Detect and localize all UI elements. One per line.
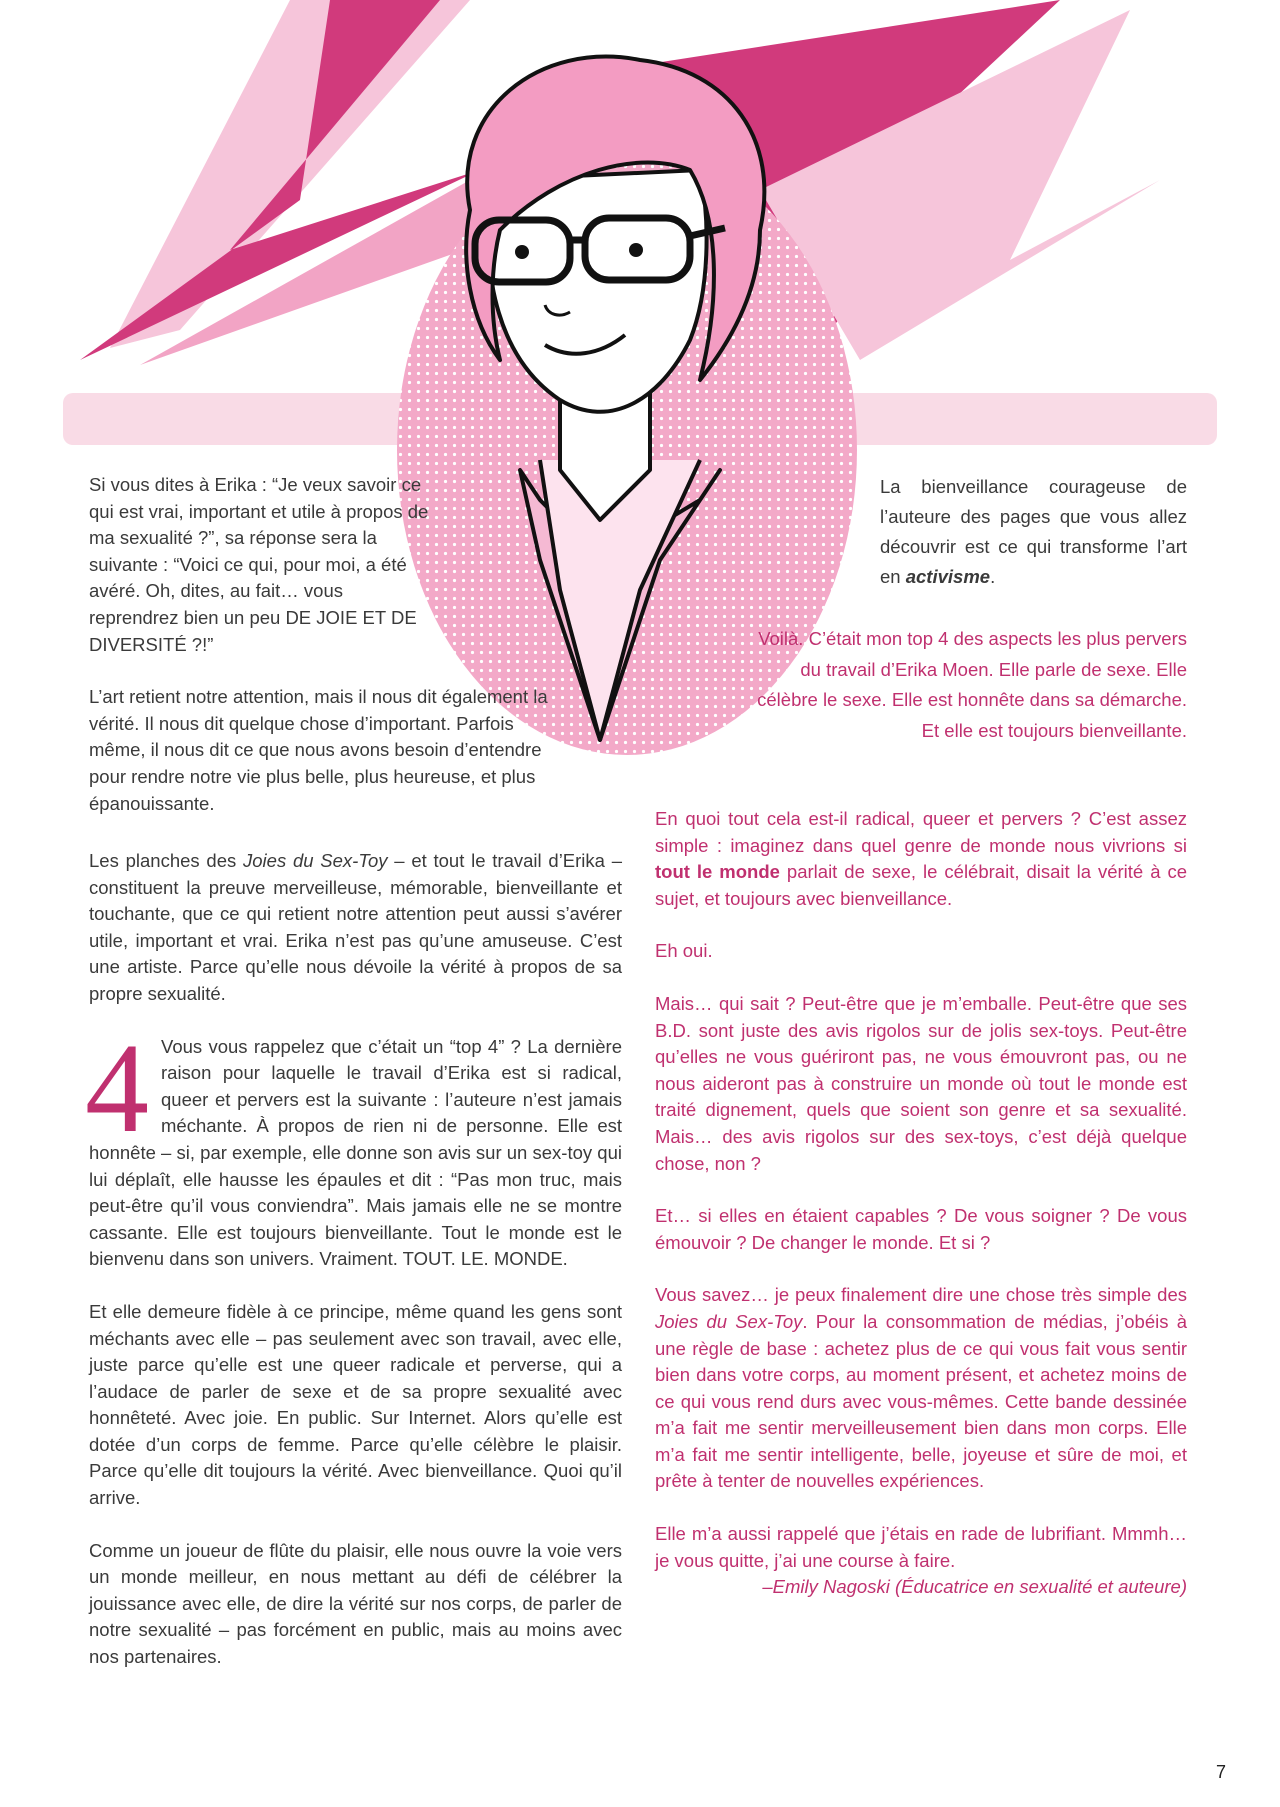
- left-column: [85, 848, 623, 1697]
- p3-b: – et tout le travail d’Erika – constituent la preuve merveilleuse, mémorable, bienveillante et touchante, que ce qui retient notre attention peut aussi s’avérer utile, important et vrai. Erika n’est pas qu’une amuseuse. C’est une artiste. Parce qu’elle nous dévoile la vérité à propos de sa propre sexualité.: [89, 850, 623, 1004]
- r1-b: parlait de sexe, le célébrait, disait la vérité à ce sujet, et toujours avec bienveillance.: [655, 861, 1187, 909]
- book-title: Joies du Sex-Toy: [243, 850, 388, 871]
- top-right-body: La bienveillance courageuse de l’auteure des pages que vous allez découvrir est ce qui transforme l’art en: [880, 476, 1187, 587]
- tout-le-monde: tout le monde: [655, 861, 780, 883]
- right-column: [655, 806, 1187, 1601]
- p3-a: Les planches des: [89, 850, 244, 871]
- r1-a: En quoi tout cela est-il radical, queer et pervers ? C’est assez simple : imaginez dans quel genre de monde nous vivrions si: [655, 808, 1187, 856]
- signature: –Emily Nagoski (Éducatrice en sexualité et auteure): [762, 1576, 1187, 1598]
- intro-text: [89, 472, 548, 817]
- paragraph-planches: [89, 848, 622, 1008]
- paragraph-top4: [85, 1016, 622, 1273]
- page-number: 7: [1216, 1762, 1227, 1782]
- top4-summary: Voilà. C’était mon top 4 des aspects les plus pervers du travail d’Erika Moen. Elle parle de sexe. Elle célèbre le sexe. Elle est honnête dans sa démarche. Et elle est toujours bienveillante.: [757, 628, 1187, 741]
- r5-b: . Pour la consommation de médias, j’obéis à une règle de base : achetez plus de ce qui vous fait vous sentir bien dans votre corps, au moment présent, et achetez moins de ce qui vous rend durs avec vous-mêmes. Cette bande dessinée m’a fait me sentir merveilleusement bien dans mon corps. Elle m’a fait me sentir intelligente, belle, joyeuse et sûre de moi, et prête à tenter de nouvelles expériences.: [655, 1310, 1187, 1492]
- top-right-period: .: [990, 566, 996, 587]
- paragraph-radical: [655, 806, 1187, 912]
- paragraph-qui-sait: Mais… qui sait ? Peut-être que je m’emballe. Peut-être que ses B.D. sont juste des avis rigolos sur de jolis sex-toys. Peut-être qu’elles ne vous guériront pas, ne vous émouvront pas, ou ne nous aideront pas à construire un monde où tout le monde est traité dignement, quels que soient son genre et sa sexualité. Mais… des avis rigolos sur des sex-toys, c’est déjà quelque chose, non ?: [655, 992, 1187, 1174]
- paragraph-flute: Comme un joueur de flûte du plaisir, elle nous ouvre la voie vers un monde meilleur, en nous mettant au défi de célébrer la jouissance avec elle, de dire la vérité sur nos corps, de parler de notre sexualité – pas forcément en public, mais au moins avec nos partenaires.: [89, 1539, 622, 1668]
- paragraph-vous-savez: [655, 1282, 1187, 1495]
- paragraph-eh-oui: Eh oui.: [655, 940, 713, 962]
- activism-word: activisme: [905, 566, 991, 587]
- top-right-text: [880, 472, 1187, 592]
- book-title-2: Joies du Sex-Toy: [655, 1310, 803, 1332]
- paragraph-et-si: Et… si elles en étaient capables ? De vous soigner ? De vous émouvoir ? De changer le monde. Et si ?: [655, 1205, 1187, 1253]
- dropcap-4: 4: [85, 1016, 149, 1159]
- intro-art: L’art retient notre attention, mais il nous dit également la vérité. Il nous dit quelque chose d’important. Parfois même, il nous dit ce que nous avons besoin d’entendre pour rendre notre vie plus belle, plus heureuse, et plus épanouissante.: [89, 686, 548, 814]
- r5-a: Vous savez… je peux finalement dire une chose très simple des: [655, 1284, 1187, 1306]
- p4-text: Vous vous rappelez que c’était un “top 4” ? La dernière raison pour laquelle le travail d’Erika est si radical, queer et pervers est la suivante : l’auteure n’est jamais méchante. À propos de rien ni de personne. Elle est honnête – si, par exemple, elle donne son avis sur un sex-toy qui lui déplaît, elle hausse les épaules et dit : “Pas mon truc, mais peut-être qu’il vous conviendra”. Mais jamais elle ne se montre cassante. Elle est toujours bienveillante. Tout le monde est le bienvenu dans son univers. Vraiment. TOUT. LE. MONDE.: [89, 1035, 622, 1270]
- intro-quote: Si vous dites à Erika : “Je veux savoir ce qui est vrai, important et utile à propos de ma sexualité ?”, sa réponse sera la suivante : “Voici ce qui, pour moi, a été avéré. Oh, dites, au fait… vous reprendrez bien un peu DE JOIE ET DE DIVERSITÉ ?!”: [89, 474, 429, 655]
- paragraph-lubrifiant: Elle m’a aussi rappelé que j’étais en rade de lubrifiant. Mmmh… je vous quitte, j’ai une course à faire.: [655, 1523, 1187, 1571]
- paragraph-fidele: Et elle demeure fidèle à ce principe, même quand les gens sont méchants avec elle – pas seulement avec son travail, avec elle, juste parce qu’elle est une queer radicale et perverse, qui a l’audace de parler de sexe et de sa propre sexualité avec honnêteté. Avec joie. En public. Sur Internet. Alors qu’elle est dotée d’un corps de femme. Parce qu’elle célèbre le plaisir. Parce qu’elle dit toujours la vérité. Avec bienveillance. Quoi qu’il arrive.: [89, 1300, 622, 1509]
